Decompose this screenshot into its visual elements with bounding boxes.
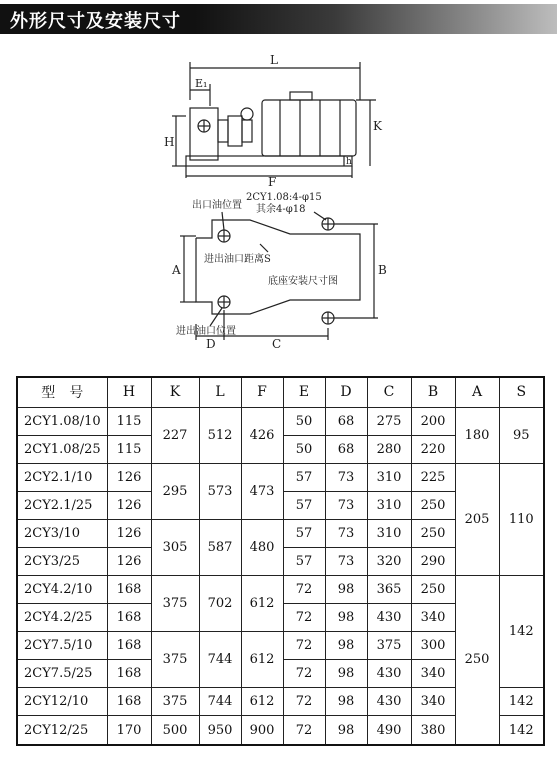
cell-C: 430 <box>367 688 411 716</box>
bolt-note-2: 其余4-φ18 <box>256 204 306 215</box>
bolt-note-1: 2CY1.08:4-φ15 <box>246 192 322 203</box>
cell-B: 250 <box>411 519 455 547</box>
cell-L: 587 <box>199 519 241 575</box>
section-title: 外形尺寸及安装尺寸 <box>10 11 181 32</box>
header-D: D <box>325 377 367 407</box>
cell-H: 126 <box>107 547 151 575</box>
cell-D: 98 <box>325 604 367 632</box>
dimension-table <box>16 376 545 746</box>
table-row <box>17 407 544 435</box>
cell-model: 2CY12/25 <box>17 716 107 745</box>
cell-K: 305 <box>151 519 199 575</box>
cell-F: 473 <box>241 463 283 519</box>
base-plan-label: 底座安装尺寸图 <box>268 276 338 287</box>
cell-H: 126 <box>107 491 151 519</box>
cell-model: 2CY1.08/25 <box>17 435 107 463</box>
cell-L: 950 <box>199 716 241 745</box>
section-header <box>0 4 557 34</box>
cell-B: 340 <box>411 688 455 716</box>
cell-A: 205 <box>455 463 499 575</box>
cell-S: 142 <box>499 575 544 687</box>
cell-C: 490 <box>367 716 411 745</box>
header-C: C <box>367 377 411 407</box>
cell-E: 72 <box>283 632 325 660</box>
cell-E: 72 <box>283 716 325 745</box>
cell-C: 310 <box>367 519 411 547</box>
header-model: 型 号 <box>17 377 107 407</box>
header-H: H <box>107 377 151 407</box>
label-h: h <box>346 157 352 167</box>
cell-model: 2CY2.1/10 <box>17 463 107 491</box>
cell-E: 72 <box>283 660 325 688</box>
cell-K: 295 <box>151 463 199 519</box>
cell-D: 68 <box>325 435 367 463</box>
label-K: K <box>373 119 382 133</box>
cell-F: 612 <box>241 632 283 688</box>
cell-model: 2CY3/10 <box>17 519 107 547</box>
label-E1: E₁ <box>195 77 208 90</box>
cell-model: 2CY2.1/25 <box>17 491 107 519</box>
cell-S: 142 <box>499 688 544 716</box>
cell-D: 98 <box>325 660 367 688</box>
header-L: L <box>199 377 241 407</box>
cell-H: 168 <box>107 660 151 688</box>
cell-H: 115 <box>107 407 151 435</box>
cell-D: 98 <box>325 632 367 660</box>
cell-S: 95 <box>499 407 544 463</box>
cell-E: 57 <box>283 547 325 575</box>
cell-H: 126 <box>107 463 151 491</box>
cell-B: 340 <box>411 604 455 632</box>
cell-L: 744 <box>199 632 241 688</box>
header-S: S <box>499 377 544 407</box>
dimension-drawing <box>0 40 557 370</box>
cell-E: 72 <box>283 688 325 716</box>
cell-E: 57 <box>283 491 325 519</box>
header-F: F <box>241 377 283 407</box>
cell-E: 72 <box>283 604 325 632</box>
table-row <box>17 463 544 491</box>
label-A: A <box>172 263 181 277</box>
cell-B: 225 <box>411 463 455 491</box>
outlet-position-label: 出口油位置 <box>192 200 242 211</box>
cell-L: 702 <box>199 575 241 631</box>
cell-E: 72 <box>283 575 325 603</box>
cell-D: 98 <box>325 688 367 716</box>
label-C: C <box>272 337 282 351</box>
cell-S: 142 <box>499 716 544 745</box>
cell-model: 2CY12/10 <box>17 688 107 716</box>
cell-K: 500 <box>151 716 199 745</box>
cell-K: 227 <box>151 407 199 463</box>
cell-D: 73 <box>325 547 367 575</box>
cell-F: 612 <box>241 575 283 631</box>
label-L: L <box>270 53 278 67</box>
cell-K: 375 <box>151 575 199 631</box>
cell-F: 612 <box>241 688 283 716</box>
cell-model: 2CY1.08/10 <box>17 407 107 435</box>
cell-K: 375 <box>151 632 199 688</box>
cell-K: 375 <box>151 688 199 716</box>
cell-F: 426 <box>241 407 283 463</box>
cell-H: 170 <box>107 716 151 745</box>
cell-E: 50 <box>283 407 325 435</box>
cell-L: 744 <box>199 688 241 716</box>
cell-B: 340 <box>411 660 455 688</box>
header-K: K <box>151 377 199 407</box>
cell-model: 2CY3/25 <box>17 547 107 575</box>
cell-D: 73 <box>325 463 367 491</box>
cell-E: 57 <box>283 519 325 547</box>
label-H: H <box>164 135 175 149</box>
cell-F: 480 <box>241 519 283 575</box>
cell-C: 310 <box>367 463 411 491</box>
cell-C: 320 <box>367 547 411 575</box>
cell-model: 2CY4.2/10 <box>17 575 107 603</box>
header-A: A <box>455 377 499 407</box>
label-B: B <box>378 263 387 277</box>
label-D: D <box>206 337 216 351</box>
cell-model: 2CY7.5/25 <box>17 660 107 688</box>
cell-B: 200 <box>411 407 455 435</box>
cell-C: 430 <box>367 604 411 632</box>
cell-C: 310 <box>367 491 411 519</box>
cell-B: 250 <box>411 575 455 603</box>
cell-H: 168 <box>107 604 151 632</box>
label-F: F <box>268 175 277 189</box>
cell-B: 380 <box>411 716 455 745</box>
cell-E: 57 <box>283 463 325 491</box>
cell-D: 73 <box>325 519 367 547</box>
cell-D: 73 <box>325 491 367 519</box>
cell-model: 2CY4.2/25 <box>17 604 107 632</box>
cell-H: 168 <box>107 632 151 660</box>
table-row <box>17 575 544 603</box>
cell-B: 250 <box>411 491 455 519</box>
cell-S: 110 <box>499 463 544 575</box>
cell-H: 126 <box>107 519 151 547</box>
inlet-position-label: 进出油口位置 <box>176 326 236 337</box>
cell-H: 115 <box>107 435 151 463</box>
cell-E: 50 <box>283 435 325 463</box>
cell-C: 365 <box>367 575 411 603</box>
cell-C: 375 <box>367 632 411 660</box>
cell-C: 430 <box>367 660 411 688</box>
cell-H: 168 <box>107 575 151 603</box>
oil-distance-label: 进出油口距离S <box>204 254 271 265</box>
cell-B: 290 <box>411 547 455 575</box>
cell-C: 275 <box>367 407 411 435</box>
cell-B: 300 <box>411 632 455 660</box>
cell-L: 512 <box>199 407 241 463</box>
cell-A: 180 <box>455 407 499 463</box>
cell-D: 98 <box>325 716 367 745</box>
cell-H: 168 <box>107 688 151 716</box>
cell-L: 573 <box>199 463 241 519</box>
cell-D: 98 <box>325 575 367 603</box>
header-E: E <box>283 377 325 407</box>
header-B: B <box>411 377 455 407</box>
cell-A: 250 <box>455 575 499 745</box>
cell-C: 280 <box>367 435 411 463</box>
cell-model: 2CY7.5/10 <box>17 632 107 660</box>
cell-F: 900 <box>241 716 283 745</box>
table-header-row <box>17 377 544 407</box>
cell-D: 68 <box>325 407 367 435</box>
cell-B: 220 <box>411 435 455 463</box>
